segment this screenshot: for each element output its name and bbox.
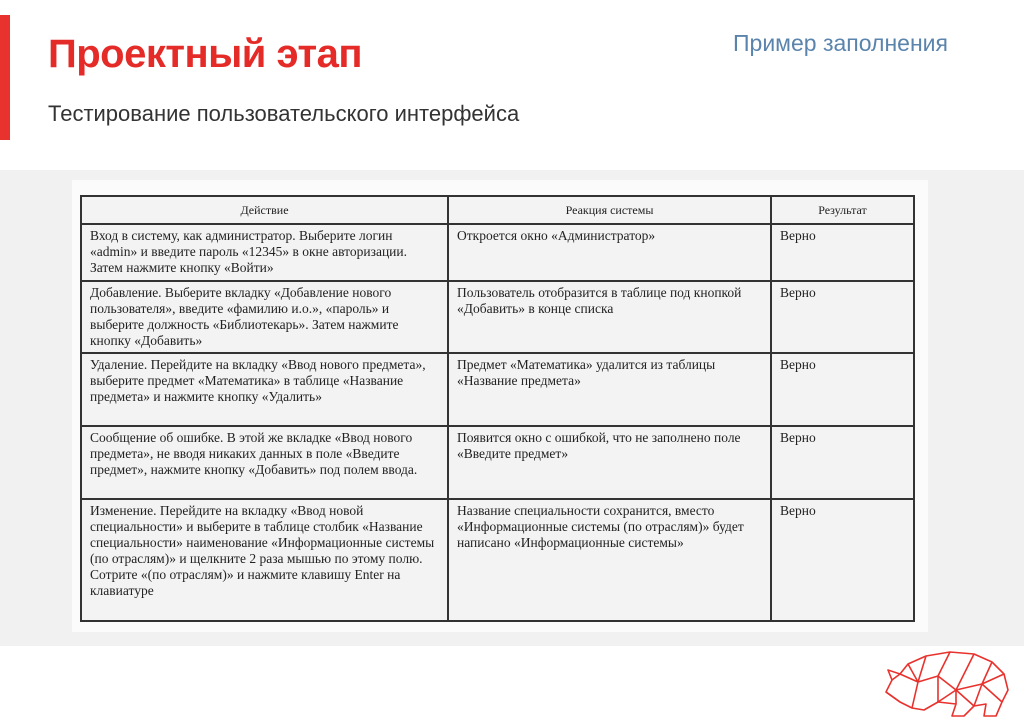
table-row	[81, 281, 914, 353]
result-cell: Верно	[771, 281, 914, 353]
reaction-cell: Появится окно с ошибкой, что не заполнено поле «Введите предмет»	[448, 426, 771, 499]
page-subtitle: Тестирование пользовательского интерфейса	[48, 101, 520, 126]
column-header: Результат	[771, 196, 914, 224]
page-title: Проектный этап	[48, 32, 363, 76]
example-label: Пример заполнения	[733, 30, 948, 56]
reaction-cell: Название специальности сохранится, вместо «Информационные системы (по отраслям)» будет написано «Информационные системы»	[448, 499, 771, 621]
accent-bar	[0, 15, 10, 140]
table-row	[81, 499, 914, 621]
reaction-cell: Откроется окно «Администратор»	[448, 224, 771, 281]
action-cell: Изменение. Перейдите на вкладку «Ввод новой специальности» и выберите в таблице столбик «Название специальности» наименование «Информационные системы (по отраслям)» и щелкните 2 раза мышью по этому полю. Сотрите «(по отраслям)» и нажмите клавишу Enter на клавиатуре	[81, 499, 448, 621]
action-cell: Добавление. Выберите вкладку «Добавление нового пользователя», введите «фамилию и.о.», «пароль» и выберите должность «Библиотекарь». Затем нажмите кнопку «Добавить»	[81, 281, 448, 353]
reaction-cell: Предмет «Математика» удалится из таблицы «Название предмета»	[448, 353, 771, 426]
test-table	[80, 195, 915, 622]
table-row	[81, 353, 914, 426]
result-cell: Верно	[771, 224, 914, 281]
action-cell: Сообщение об ошибке. В этой же вкладке «Ввод нового предмета», не вводя никаких данных в поле «Введите предмет», нажмите кнопку «Добавить» под полем ввода.	[81, 426, 448, 499]
column-header: Реакция системы	[448, 196, 771, 224]
column-header: Действие	[81, 196, 448, 224]
table-row	[81, 426, 914, 499]
rhino-logo-icon	[878, 640, 1018, 720]
action-cell: Вход в систему, как администратор. Выберите логин «admin» и введите пароль «12345» в окне авторизации. Затем нажмите кнопку «Войти»	[81, 224, 448, 281]
result-cell: Верно	[771, 353, 914, 426]
result-cell: Верно	[771, 499, 914, 621]
result-cell: Верно	[771, 426, 914, 499]
table-header-row	[81, 196, 914, 224]
action-cell: Удаление. Перейдите на вкладку «Ввод нового предмета», выберите предмет «Математика» в таблице «Название предмета» и нажмите кнопку «Удалить»	[81, 353, 448, 426]
table-row	[81, 224, 914, 281]
reaction-cell: Пользователь отобразится в таблице под кнопкой «Добавить» в конце списка	[448, 281, 771, 353]
